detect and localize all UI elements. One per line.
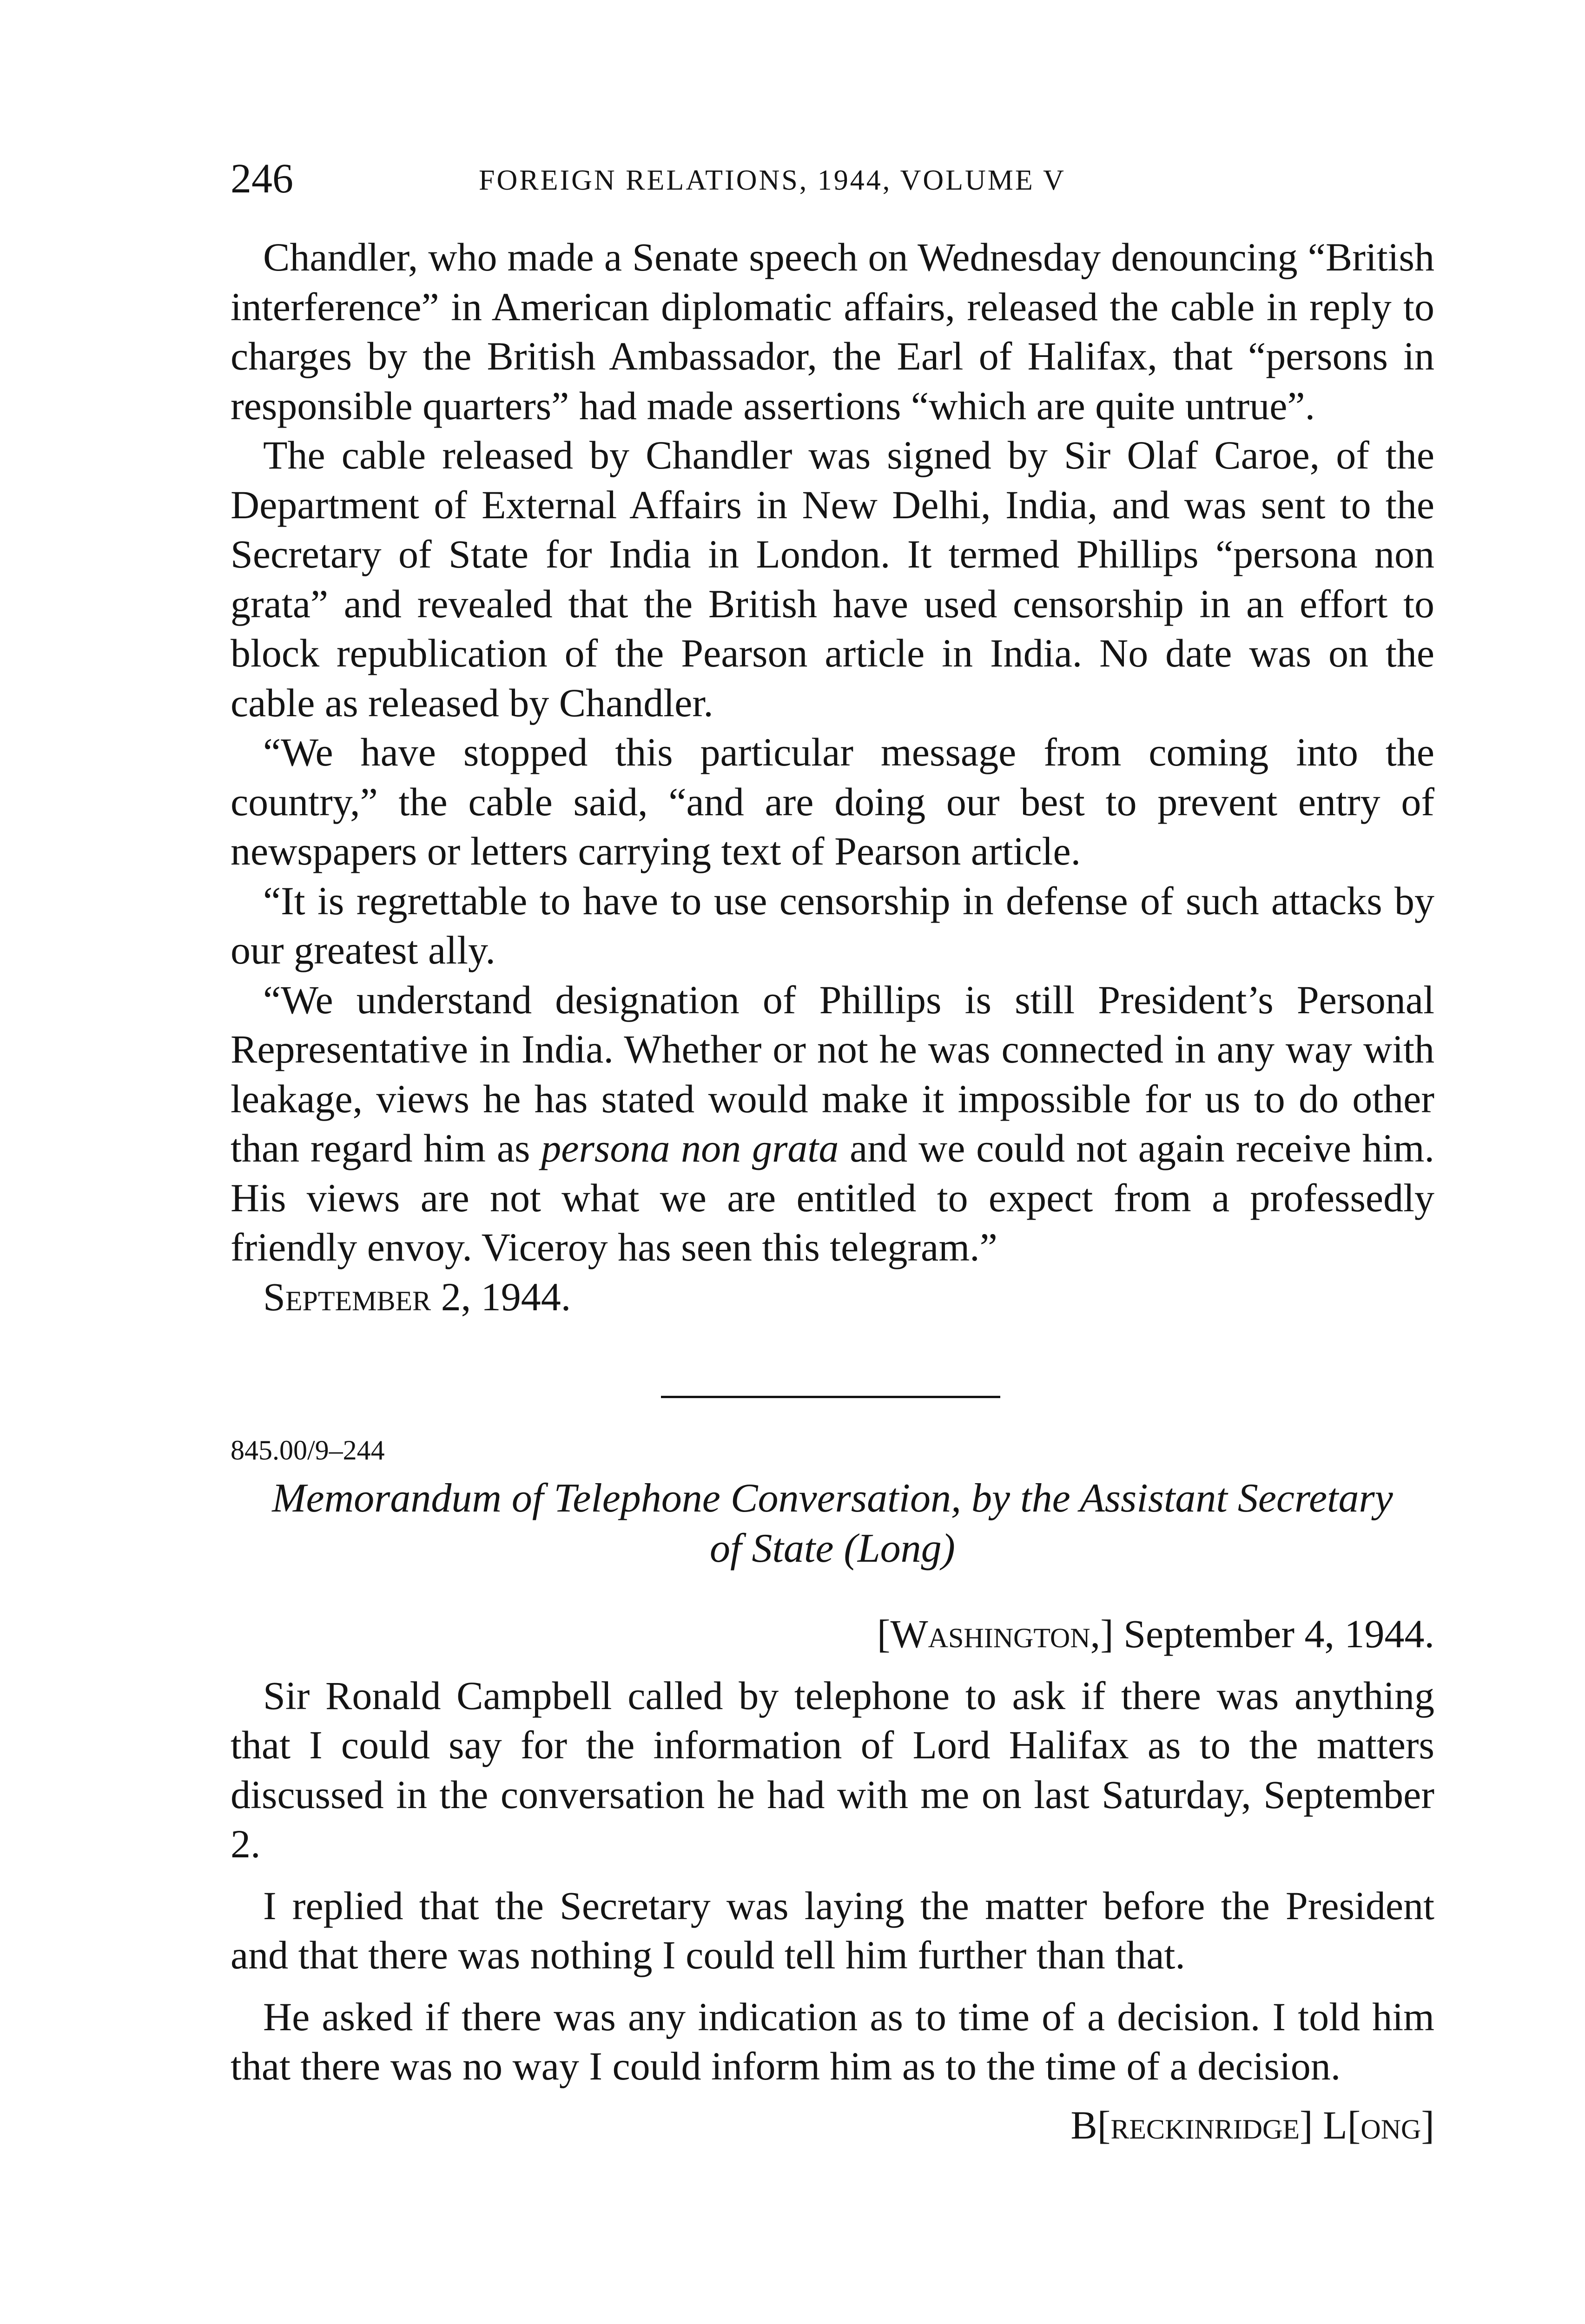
paragraph: I replied that the Secretary was laying the matter before the President and that there was nothing I could tell him further than that. bbox=[231, 1883, 1434, 1977]
dateline-place: Washington bbox=[890, 1611, 1090, 1656]
heading-line-2: of State (Long) bbox=[710, 1526, 955, 1571]
paragraph: “We have stopped this particular message from coming into the country,” the cable said, “and are doing our best to prevent entry of newspapers or letters carrying text of Pearson article. bbox=[231, 730, 1434, 873]
paragraph: The cable released by Chandler was signed by Sir Olaf Caroe, of the Department of External Affairs in New Delhi, India, and was sent to the Secretary of State for India in London. It termed Phillips “persona non grata” and revealed that the British have used censorship in an effort to block republication of the Pearson article in India. No date was on the cable as released by Chandler. bbox=[231, 433, 1434, 725]
heading-line-1: Memorandum of Telephone Conversation, by the Assistant Secretary bbox=[272, 1476, 1393, 1521]
page-body bbox=[231, 232, 1434, 2150]
dateline-open: [ bbox=[877, 1611, 891, 1656]
signature-rest-2: ong bbox=[1360, 2102, 1421, 2147]
signature-rest-1: reckinridge bbox=[1110, 2102, 1300, 2147]
document-heading bbox=[231, 1473, 1434, 1574]
paragraph-text: and we could not again receive him. His views are not what we are entitled to expect from a professedly friendly envoy. Viceroy has seen this telegram.” bbox=[231, 1126, 1435, 1269]
dateline-close: ,] September 4, 1944. bbox=[1090, 1611, 1434, 1656]
date-rest: 2, 1944. bbox=[431, 1274, 571, 1319]
section-divider bbox=[661, 1396, 1000, 1398]
paragraph: “It is regrettable to have to use censorship in defense of such attacks by our greatest ally. bbox=[231, 878, 1434, 972]
running-title: FOREIGN RELATIONS, 1944, VOLUME V bbox=[479, 165, 1066, 196]
file-number: 845.00/9–244 bbox=[231, 1435, 385, 1466]
paragraph-text: “We understand designation of Phillips is still President’s Personal Representative in India. Whether or not he was connected in any way with leakage, views he has stated would make it impossible for us to do other than regard him as bbox=[231, 977, 1434, 1170]
running-header bbox=[0, 153, 1585, 205]
page-number: 246 bbox=[231, 156, 293, 202]
paragraph: He asked if there was any indication as to time of a decision. I told him that there was no way I could inform him as to the time of a decision. bbox=[231, 1994, 1434, 2088]
paragraph bbox=[231, 975, 1434, 1272]
document-date bbox=[231, 1272, 1434, 1322]
paragraph: Chandler, who made a Senate speech on Wednesday denouncing “British interference” in American diplomatic affairs, released the cable in reply to charges by the British Ambassador, the Earl of Halifax, that “persons in responsible quarters” had made assertions “which are quite untrue”. bbox=[231, 235, 1434, 428]
signature-initial-1: B bbox=[1070, 2102, 1097, 2147]
dateline bbox=[231, 1609, 1434, 1659]
signature-initial-2: L bbox=[1323, 2102, 1347, 2147]
signature: B[reckinridge] L[ong] bbox=[1070, 2102, 1434, 2147]
date-month: September bbox=[263, 1274, 431, 1319]
italic-phrase: persona non grata bbox=[541, 1126, 839, 1170]
paragraph: Sir Ronald Campbell called by telephone to ask if there was anything that I could say for the information of Lord Halifax as to the matters discussed in the conversation he had with me on last Saturday, September 2. bbox=[231, 1673, 1434, 1866]
